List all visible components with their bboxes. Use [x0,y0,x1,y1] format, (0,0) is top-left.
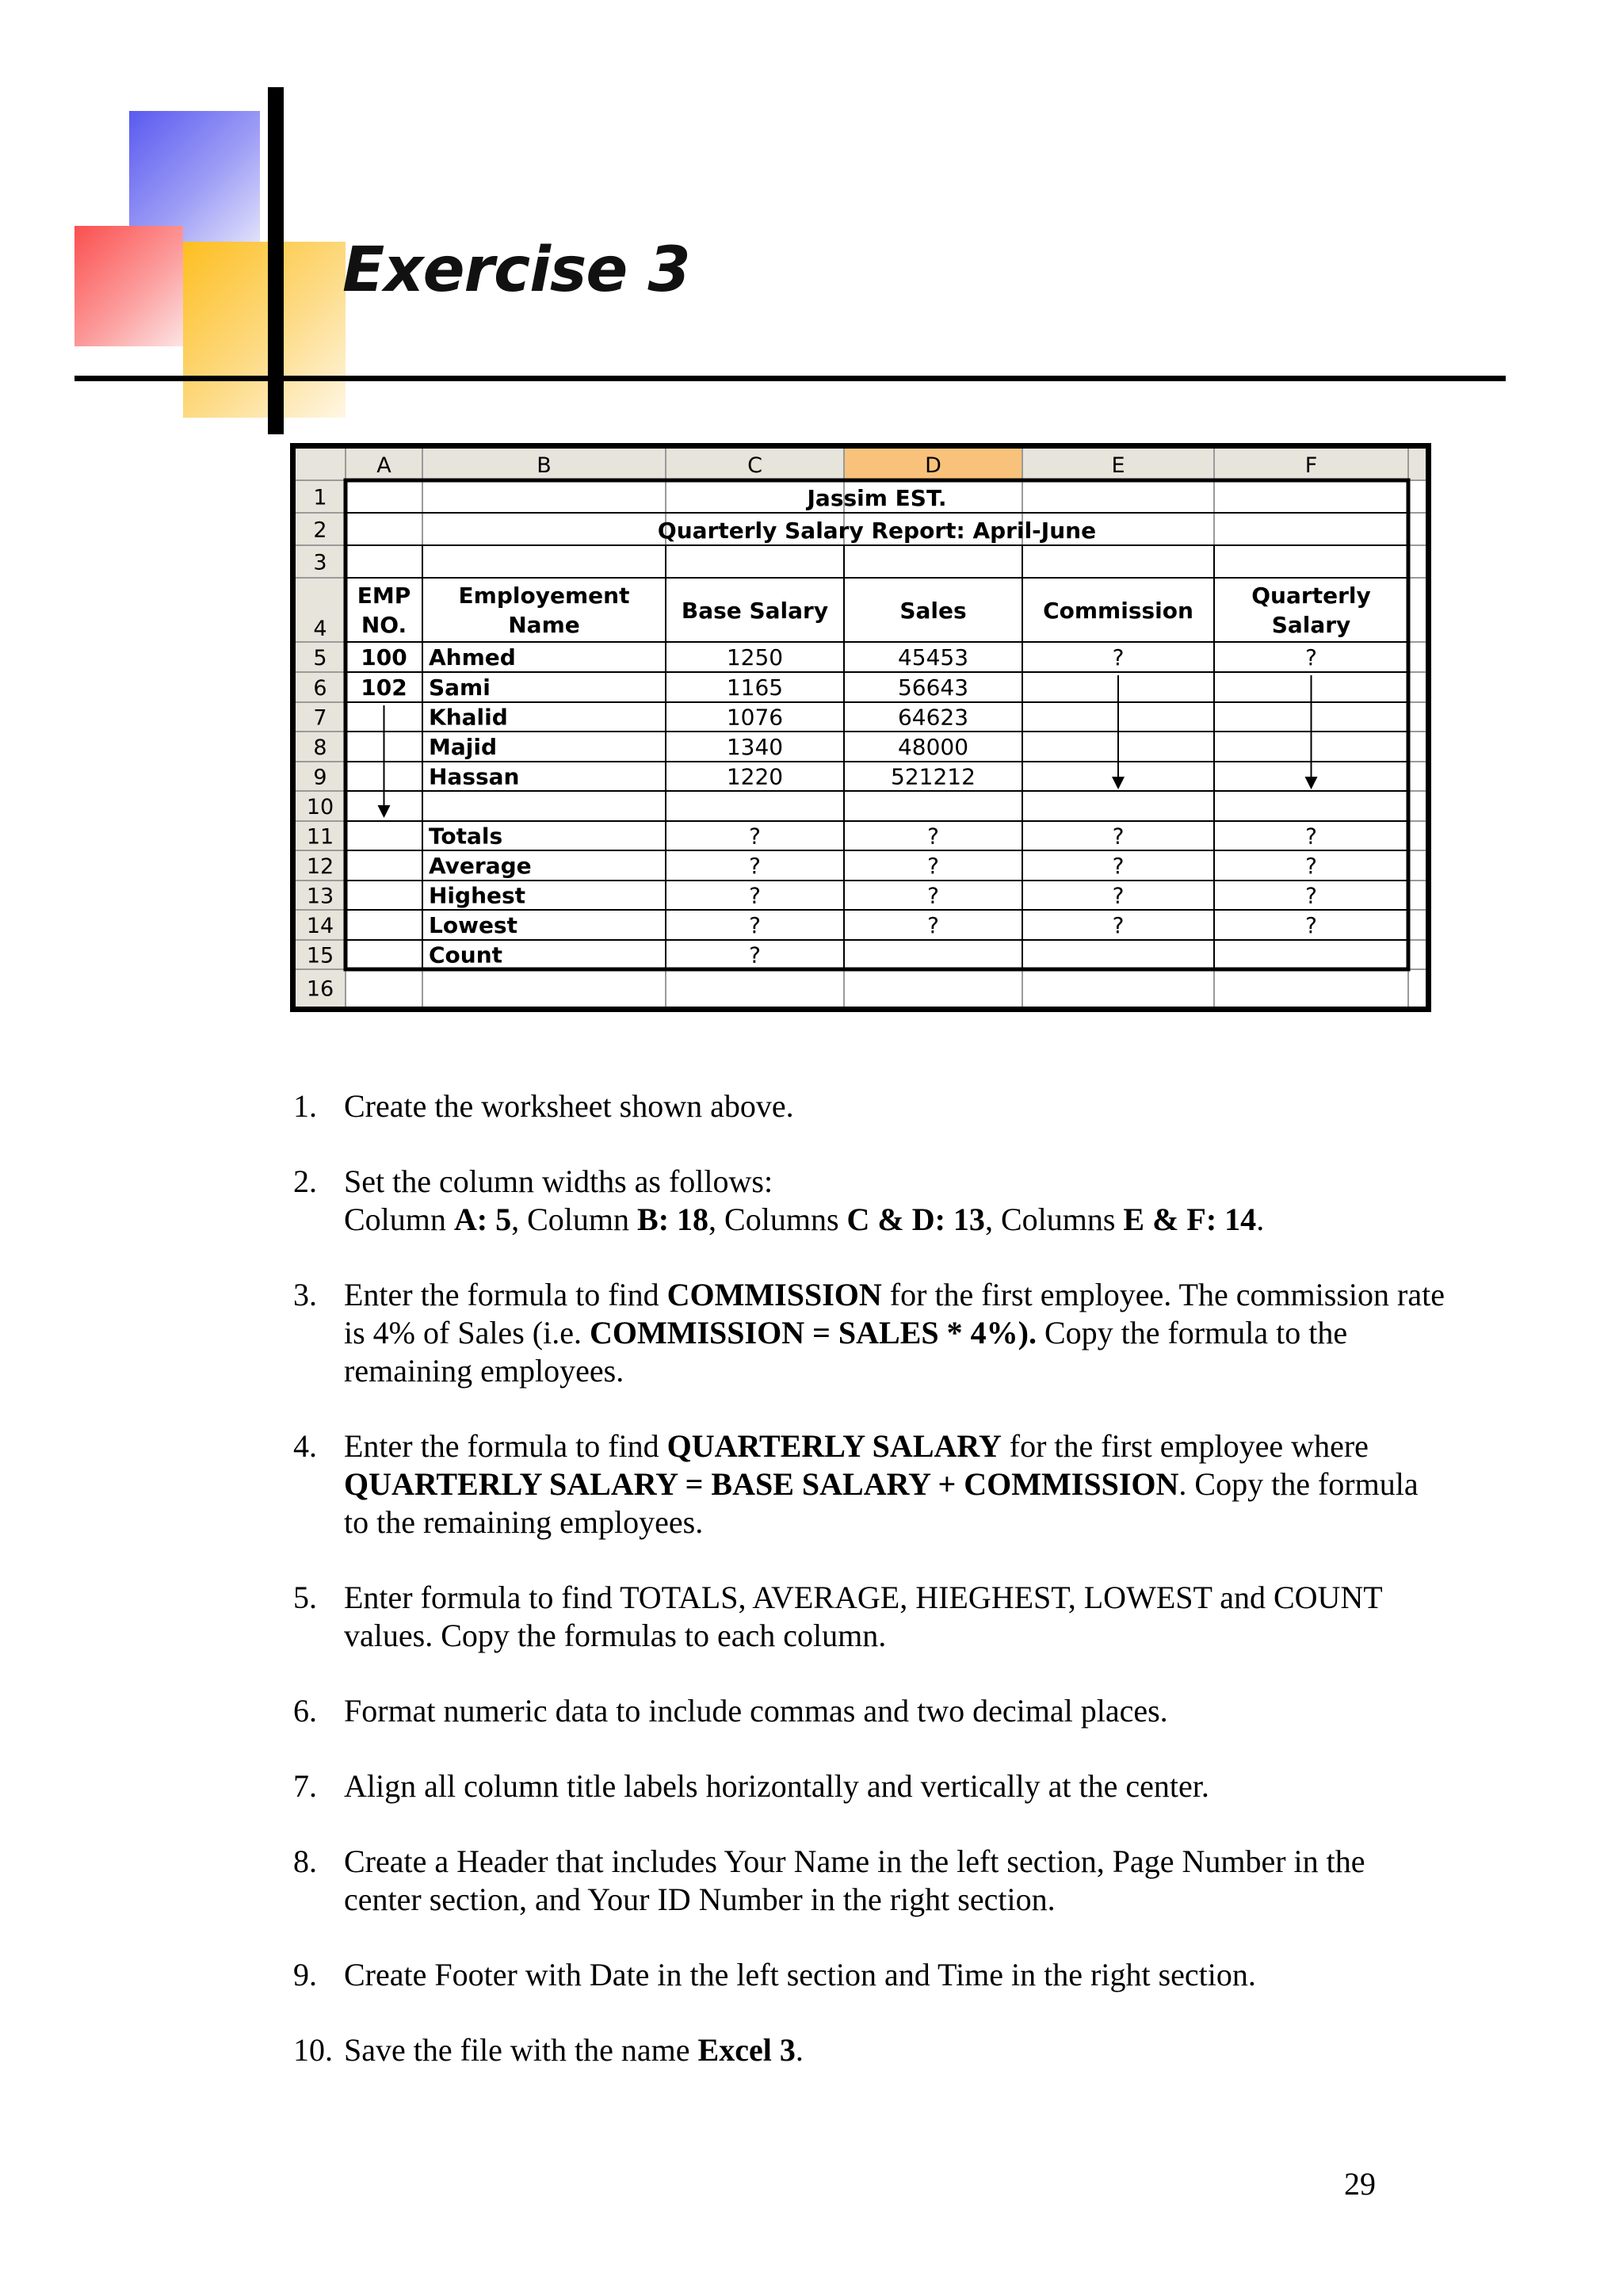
header-name-line1: Employement [458,583,630,609]
instruction-bold-text: A: 5 [453,1201,512,1237]
column-header-a: A [376,453,391,478]
summary-label: Average [429,853,532,879]
instruction-item [293,1276,1450,1390]
summary-label: Totals [429,823,503,850]
instruction-item [293,1956,1450,1994]
row-number-3: 3 [313,550,327,575]
instruction-bold-text: C & D: 13 [846,1201,985,1237]
cell-sales: 48000 [897,734,969,760]
summary-quarterly-salary: ? [1305,882,1317,909]
instruction-text: Save the file with the name [344,2032,698,2068]
cell-base-salary: 1165 [726,674,784,701]
row-number-13: 13 [306,884,334,909]
instruction-text: Copy the formula to the remaining employees. [344,1315,1348,1389]
summary-sales: ? [927,823,939,850]
page-number: 29 [1344,2166,1376,2202]
cell-base-salary: 1340 [726,734,784,760]
header-sales: Sales [899,598,967,624]
instruction-bold-text: Excel 3 [697,2032,796,2068]
cell-emp-no: 102 [361,674,407,701]
instructions-list [293,1087,1450,2107]
spreadsheet-grid [296,449,1426,1007]
instruction-number: 5. [293,1580,317,1615]
cell-emp-name: Majid [429,734,497,760]
spreadsheet-image [290,443,1431,1012]
cell-emp-no: 100 [361,644,407,670]
column-header-d: D [925,453,941,478]
fill-arrow-quarterly-head [1305,777,1318,789]
header-quarterly-line1: Quarterly [1251,583,1371,609]
instruction-item [293,1692,1450,1730]
page-title: Exercise 3 [342,235,690,306]
instruction-text: Enter formula to find TOTALS, AVERAGE, HIEGHEST, LOWEST and COUNT values. Copy the formulas to each column. [344,1580,1383,1653]
instruction-item [293,1087,1450,1125]
instruction-text: Align all column title labels horizontally and vertically at the center. [344,1768,1209,1804]
instruction-item [293,1163,1450,1239]
instruction-number: 6. [293,1693,317,1729]
summary-quarterly-salary: ? [1305,823,1317,850]
instruction-item [293,1579,1450,1655]
cell-emp-name: Hassan [429,763,520,790]
instruction-text: for the first employee where [1001,1428,1369,1464]
instruction-bold-text: COMMISSION [666,1277,882,1312]
summary-commission: ? [1112,882,1125,909]
instruction-number: 4. [293,1428,317,1464]
summary-commission: ? [1112,912,1125,938]
header-commission: Commission [1043,598,1193,624]
instruction-item [293,1767,1450,1805]
decor-blue-square [129,111,260,244]
cell-commission: ? [1112,644,1125,670]
instruction-text: Create Footer with Date in the left section and Time in the right section. [344,1957,1256,1992]
instruction-number: 1. [293,1088,317,1124]
row-number-4: 4 [313,617,327,641]
row-number-11: 11 [306,824,334,850]
row-number-16: 16 [306,976,334,1002]
instruction-text: for the first employee. The commission rate is 4% of Sales (i.e. [344,1277,1445,1350]
column-header-e: E [1111,453,1125,478]
cell-quarterly-salary: ? [1305,644,1317,670]
fill-arrow-commission-head [1112,777,1125,789]
instruction-text: Create a Header that includes Your Name in the left section, Page Number in the center section, and Your ID Number in the right section. [344,1843,1365,1917]
instruction-bold-text: E & F: 14 [1123,1201,1257,1237]
row-number-10: 10 [306,795,334,819]
cell-emp-name: Sami [429,674,491,701]
decor-yellow-square [183,242,346,418]
instruction-number: 3. [293,1277,317,1312]
summary-sales: ? [927,912,939,938]
row-number-15: 15 [306,943,334,968]
instruction-text: Enter the formula to find [344,1428,667,1464]
summary-quarterly-salary: ? [1305,853,1317,879]
instruction-text: . Copy the formula to the remaining employees. [344,1466,1419,1540]
row-number-2: 2 [313,518,327,543]
instruction-text: Column [344,1201,454,1237]
company-title: Jassim EST. [807,485,947,511]
instruction-text: . [795,2032,804,2068]
summary-label: Count [429,942,503,968]
cell-base-salary: 1220 [726,763,784,790]
row-number-7: 7 [313,705,327,731]
row-number-5: 5 [313,646,327,670]
instruction-text: Enter the formula to find [344,1277,667,1312]
header-name-line2: Name [508,612,580,638]
cell-sales: 64623 [897,704,969,731]
instruction-item [293,1427,1450,1541]
instruction-item [293,1843,1450,1919]
fill-arrow-emp-no-head [378,805,391,818]
header-emp-no-line2: NO. [361,612,407,638]
summary-sales: ? [927,853,939,879]
column-header-b: B [537,453,552,478]
instruction-bold-text: QUARTERLY SALARY [666,1428,1002,1464]
instruction-bold-text: B: 18 [637,1201,709,1237]
cell-base-salary: 1250 [726,644,784,670]
instruction-number: 2. [293,1163,317,1199]
decor-red-square [74,226,183,346]
summary-sales: ? [927,882,939,909]
instruction-text: Set the column widths as follows: [344,1163,773,1199]
instruction-bold-text: COMMISSION = SALES * 4%). [589,1315,1037,1350]
instruction-bold-text: QUARTERLY SALARY = BASE SALARY + COMMISSION [344,1466,1179,1502]
row-number-1: 1 [313,485,327,510]
summary-quarterly-salary: ? [1305,912,1317,938]
summary-base-salary: ? [749,942,761,968]
row-number-9: 9 [313,765,327,790]
summary-base-salary: ? [749,823,761,850]
summary-base-salary: ? [749,853,761,879]
cell-emp-name: Ahmed [429,644,516,670]
instruction-text: Format numeric data to include commas and two decimal places. [344,1693,1168,1729]
instruction-number: 8. [293,1843,317,1879]
summary-base-salary: ? [749,882,761,909]
cell-sales: 45453 [897,644,969,670]
instruction-number: 10. [293,2032,333,2068]
instruction-text: . [1256,1201,1265,1237]
decor-vertical-bar [268,87,284,434]
summary-commission: ? [1112,853,1125,879]
instruction-text: , Columns [984,1201,1124,1237]
summary-label: Lowest [429,912,517,938]
title-rule [74,376,1506,381]
column-header-f: F [1304,453,1318,478]
header-base-salary: Base Salary [681,598,829,624]
summary-base-salary: ? [749,912,761,938]
cell-sales: 521212 [891,763,976,790]
row-number-8: 8 [313,735,327,760]
row-number-6: 6 [313,676,327,701]
summary-label: Highest [429,882,526,909]
summary-commission: ? [1112,823,1125,850]
column-header-c: C [747,453,762,478]
header-quarterly-line2: Salary [1271,612,1351,638]
row-number-12: 12 [306,854,334,879]
cell-sales: 56643 [897,674,969,701]
instruction-text: , Columns [708,1201,847,1237]
instruction-text: Create the worksheet shown above. [344,1088,794,1124]
report-title: Quarterly Salary Report: April-June [657,518,1097,544]
instruction-item [293,2031,1450,2069]
cell-emp-name: Khalid [429,704,508,731]
instruction-number: 7. [293,1768,317,1804]
cell-base-salary: 1076 [726,704,784,731]
header-emp-no-line1: EMP [357,583,411,609]
instruction-number: 9. [293,1957,317,1992]
instruction-text: , Column [511,1201,638,1237]
row-number-14: 14 [306,914,334,938]
